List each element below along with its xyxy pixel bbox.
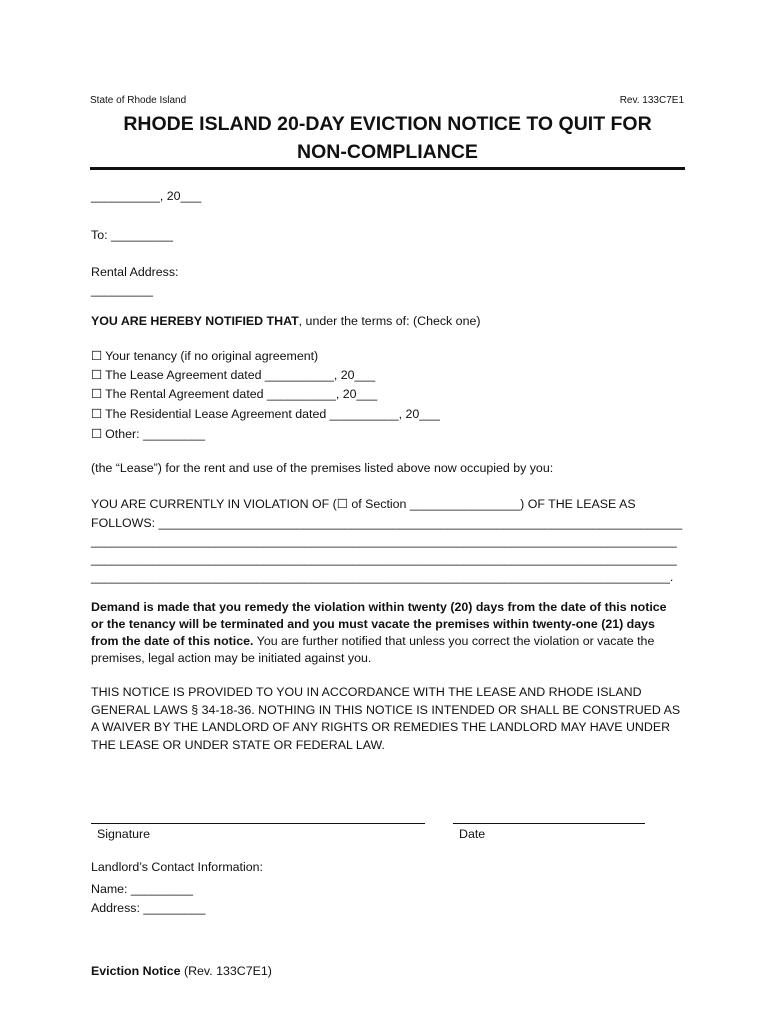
state-label: State of Rhode Island bbox=[90, 95, 187, 106]
to-field[interactable]: To: _________ bbox=[91, 228, 173, 242]
option-residential-lease[interactable] bbox=[91, 406, 440, 421]
checkbox-icon[interactable]: ☐ bbox=[91, 427, 103, 441]
date-signature-line[interactable] bbox=[453, 823, 645, 824]
title-divider bbox=[90, 167, 685, 170]
footer-bold: Eviction Notice bbox=[91, 964, 181, 978]
document-title bbox=[90, 110, 685, 166]
title-line-2: NON-COMPLIANCE bbox=[297, 141, 478, 163]
violation-line-3[interactable]: _____________________________________________________________________________________ bbox=[91, 534, 677, 548]
option-label: The Rental Agreement dated __________, 20___ bbox=[105, 387, 378, 401]
option-label: Other: _________ bbox=[105, 427, 206, 441]
notified-bold: YOU ARE HEREBY NOTIFIED THAT bbox=[91, 314, 299, 328]
demand-paragraph bbox=[91, 599, 681, 667]
violation-line-1[interactable]: YOU ARE CURRENTLY IN VIOLATION OF (☐ of Section ________________) OF THE LEASE AS bbox=[91, 497, 636, 511]
option-tenancy[interactable] bbox=[91, 348, 318, 363]
date-field[interactable]: __________, 20___ bbox=[91, 189, 202, 203]
option-label: The Residential Lease Agreement dated __________, 20___ bbox=[105, 407, 440, 421]
footer bbox=[91, 964, 272, 978]
checkbox-icon[interactable]: ☐ bbox=[91, 407, 103, 421]
option-other[interactable] bbox=[91, 426, 205, 441]
rental-address-field[interactable]: _________ bbox=[91, 283, 154, 297]
signature-label: Signature bbox=[97, 827, 151, 841]
legal-notice: THIS NOTICE IS PROVIDED TO YOU IN ACCORDANCE WITH THE LEASE AND RHODE ISLAND GENERAL LAWS § 34-18-36. NOTHING IN THIS NOTICE IS INTENDED OR SHALL BE CONSTRUED AS A WAIVER BY THE LANDLORD OF ANY RIGHTS OR REMEDIES THE LANDLORD MAY HAVE UNDER THE LEASE OR UNDER STATE OR FEDERAL LAW. bbox=[91, 685, 681, 752]
lease-statement: (the “Lease”) for the rent and use of the premises listed above now occupied by you: bbox=[91, 461, 554, 475]
violation-line-5[interactable]: ____________________________________________________________________________________. bbox=[91, 570, 674, 584]
contact-name-field[interactable]: Name: _________ bbox=[91, 882, 193, 896]
checkbox-icon[interactable]: ☐ bbox=[91, 368, 103, 382]
rental-address-label: Rental Address: bbox=[91, 265, 179, 279]
date-label: Date bbox=[459, 827, 486, 841]
option-lease-agreement[interactable] bbox=[91, 367, 375, 382]
signature-line[interactable] bbox=[91, 823, 425, 824]
contact-address-field[interactable]: Address: _________ bbox=[91, 901, 206, 915]
checkbox-icon[interactable]: ☐ bbox=[91, 349, 103, 363]
notified-statement bbox=[91, 314, 480, 328]
option-label: The Lease Agreement dated __________, 20___ bbox=[105, 368, 376, 382]
checkbox-icon[interactable]: ☐ bbox=[91, 387, 103, 401]
violation-line-2[interactable]: FOLLOWS: ____________________________________________________________________________ bbox=[91, 516, 683, 530]
demand-bold: Demand is made that you remedy the violation within twenty (20) days from the date of this notice or the tenancy will be terminated and you must vacate the premises within twenty-one (21) days from the date of this notice. bbox=[91, 600, 667, 648]
option-label: Your tenancy (if no original agreement) bbox=[105, 349, 319, 363]
title-line-1: RHODE ISLAND 20-DAY EVICTION NOTICE TO QUIT FOR bbox=[123, 113, 652, 135]
violation-line-4[interactable]: _____________________________________________________________________________________ bbox=[91, 552, 677, 566]
revision-label: Rev. 133C7E1 bbox=[619, 95, 684, 106]
contact-heading: Landlord’s Contact Information: bbox=[91, 860, 263, 874]
option-rental-agreement[interactable] bbox=[91, 386, 377, 401]
demand-rest: You are further notified that unless you correct the violation or vacate the premises, legal action may be initiated against you. bbox=[91, 634, 655, 665]
footer-rest: (Rev. 133C7E1) bbox=[180, 964, 272, 978]
notified-rest: , under the terms of: (Check one) bbox=[298, 314, 481, 328]
